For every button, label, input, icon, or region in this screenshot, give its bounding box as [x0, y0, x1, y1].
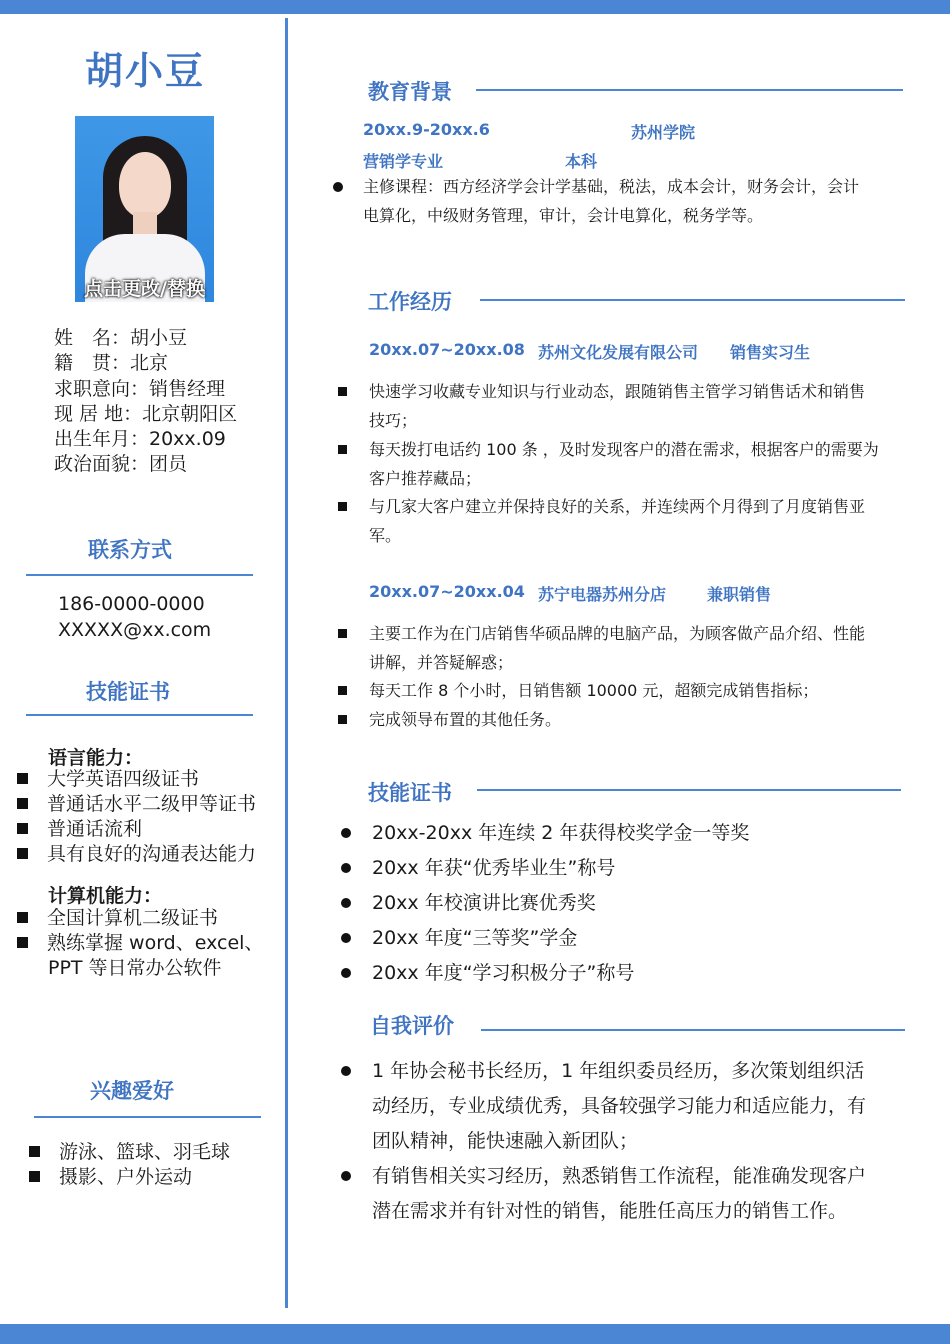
- top-accent-bar: [0, 0, 950, 14]
- list-item: 普通话流利: [17, 817, 256, 842]
- list-item: 普通话水平二级甲等证书: [17, 792, 256, 817]
- list-item: 大学英语四级证书: [17, 767, 256, 792]
- candidate-name: 胡小豆: [84, 49, 205, 93]
- work-divider: [480, 299, 905, 301]
- skills-title: 技能证书: [368, 781, 452, 805]
- round-bullet-icon: [341, 863, 351, 873]
- list-item: 具有良好的沟通表达能力: [17, 842, 256, 867]
- info-birth: 出生年月：20xx.09: [54, 428, 226, 451]
- photo-face: [119, 152, 171, 218]
- square-bullet-icon: [17, 773, 28, 784]
- job-role: 兼职销售: [707, 585, 772, 604]
- job-bullet: 快速学习收藏专业知识与行业动态，跟随销售主管学习销售话术和销售 技巧；: [369, 382, 866, 430]
- job-bullet: 主要工作为在门店销售华硕品牌的电脑产品，为顾客做产品介绍、性能 讲解，并答疑解惑；: [369, 624, 866, 672]
- computer-list: [17, 906, 263, 981]
- personal-info: [54, 326, 237, 478]
- contact-title: 联系方式: [88, 538, 172, 562]
- hobbies-title: 兴趣爱好: [90, 1079, 174, 1103]
- square-bullet-icon: [338, 629, 347, 638]
- self-eval-item: 有销售相关实习经历，熟悉销售工作流程，能准确发现客户 潜在需求并有针对性的销售，能胜任高压力的销售工作。: [372, 1165, 867, 1222]
- job-period: 20xx.07~20xx.04: [369, 582, 525, 601]
- info-hometown: 籍 贯：北京: [54, 352, 169, 375]
- education-divider: [476, 89, 903, 91]
- photo-change-caption[interactable]: 点击更改/替换: [84, 278, 205, 300]
- square-bullet-icon: [338, 445, 347, 454]
- computer-title: 计算机能力：: [48, 885, 163, 907]
- job-company: 苏宁电器苏州分店: [538, 585, 667, 604]
- list-item: 熟练掌握 word、excel、: [17, 931, 263, 956]
- square-bullet-icon: [338, 686, 347, 695]
- contact-phone: 186-0000-0000: [58, 593, 205, 615]
- square-bullet-icon: [17, 848, 28, 859]
- list-item: 20xx 年校演讲比赛优秀奖: [372, 892, 596, 914]
- self-eval-title: 自我评价: [370, 1014, 454, 1038]
- square-bullet-icon: [17, 823, 28, 834]
- round-bullet-icon: [341, 933, 351, 943]
- list-item: PPT 等日常办公软件: [48, 957, 222, 979]
- round-bullet-icon: [341, 1066, 351, 1076]
- work-title: 工作经历: [368, 290, 452, 314]
- self-eval-divider: [481, 1029, 905, 1031]
- square-bullet-icon: [29, 1171, 40, 1182]
- education-period: 20xx.9-20xx.6: [363, 120, 490, 139]
- info-residence: 现 居 地：北京朝阳区: [54, 402, 238, 425]
- education-school: 苏州学院: [631, 123, 696, 142]
- job-bullet: 与几家大客户建立并保持良好的关系，并连续两个月得到了月度销售亚 军。: [369, 497, 866, 545]
- list-item: 20xx 年获“优秀毕业生”称号: [372, 857, 616, 879]
- list-item: 全国计算机二级证书: [17, 906, 263, 931]
- hobbies-list: [29, 1140, 230, 1190]
- job-period: 20xx.07~20xx.08: [369, 340, 525, 359]
- side-skills-title: 技能证书: [86, 680, 170, 704]
- side-skills-divider: [26, 714, 253, 716]
- square-bullet-icon: [29, 1146, 40, 1157]
- round-bullet-icon: [341, 898, 351, 908]
- education-major: 营销学专业: [363, 152, 444, 171]
- square-bullet-icon: [17, 937, 28, 948]
- job-role: 销售实习生: [730, 343, 811, 362]
- square-bullet-icon: [17, 798, 28, 809]
- job-bullet: 完成领导布置的其他任务。: [369, 710, 562, 729]
- profile-photo[interactable]: [75, 116, 214, 302]
- info-name: 姓 名：胡小豆: [54, 327, 188, 349]
- list-item: 摄影、户外运动: [29, 1165, 230, 1190]
- contact-email: XXXXX@xx.com: [58, 619, 212, 641]
- list-item: 20xx 年度“学习积极分子”称号: [372, 962, 635, 984]
- square-bullet-icon: [17, 912, 28, 923]
- square-bullet-icon: [338, 715, 347, 724]
- square-bullet-icon: [338, 502, 347, 511]
- skills-list: [372, 816, 749, 991]
- education-title: 教育背景: [368, 80, 452, 104]
- language-title: 语言能力：: [48, 747, 144, 769]
- job-bullet: 每天拨打电话约 100 条 ，及时发现客户的潜在需求，根据客户的需要为 客户推荐藏品；: [369, 440, 879, 488]
- contact-divider: [26, 574, 253, 576]
- hobbies-divider: [34, 1116, 261, 1118]
- list-item: 20xx-20xx 年连续 2 年获得校奖学金一等奖: [372, 822, 750, 844]
- round-bullet-icon: [341, 968, 351, 978]
- skills-divider: [477, 789, 901, 791]
- contact-info: [58, 591, 211, 643]
- education-courses: 主修课程：西方经济学会计学基础，税法，成本会计，财务会计，会计 电算化，中级财务管理，审计，会计电算化，税务学等。: [363, 177, 860, 225]
- column-divider: [285, 18, 288, 1308]
- list-item: 20xx 年度“三等奖”学金: [372, 927, 578, 949]
- job-company: 苏州文化发展有限公司: [538, 343, 699, 362]
- self-eval-item: 1 年协会秘书长经历，1 年组织委员经历，多次策划组织活 动经历，专业成绩优秀，具备较强学习能力和适应能力，有 团队精神，能快速融入新团队；: [372, 1060, 867, 1152]
- language-list: [17, 767, 256, 867]
- list-item: 游泳、篮球、羽毛球: [29, 1140, 230, 1165]
- square-bullet-icon: [338, 387, 347, 396]
- round-bullet-icon: [333, 182, 343, 192]
- bottom-accent-bar: [0, 1324, 950, 1344]
- info-job-intention: 求职意向：销售经理: [54, 377, 226, 400]
- round-bullet-icon: [341, 828, 351, 838]
- education-degree: 本科: [565, 152, 598, 171]
- round-bullet-icon: [341, 1171, 351, 1181]
- job-bullet: 每天工作 8 个小时，日销售额 10000 元，超额完成销售指标；: [369, 681, 819, 700]
- info-political-status: 政治面貌：团员: [54, 453, 188, 476]
